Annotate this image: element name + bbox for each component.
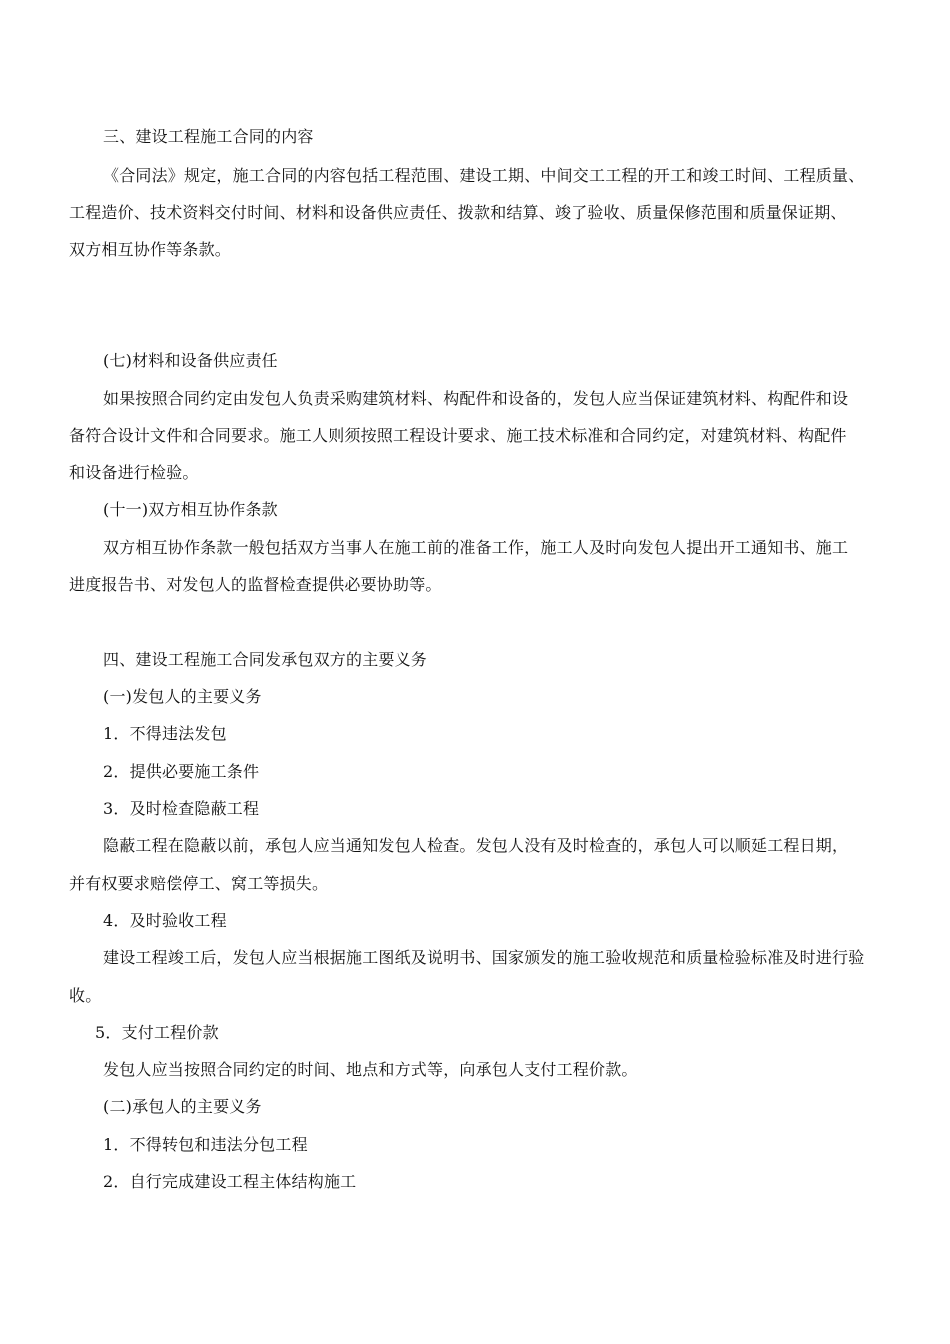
paragraph-line: 发包人应当按照合同约定的时间、地点和方式等，向承包人支付工程价款。	[103, 1060, 638, 1079]
paragraph-line: 进度报告书、对发包人的监督检查提供必要协助等。	[69, 575, 442, 594]
list-item: 4．及时验收工程	[103, 911, 227, 930]
paragraph-line: 并有权要求赔偿停工、窝工等损失。	[69, 874, 329, 893]
paragraph-line: 如果按照合同约定由发包人负责采购建筑材料、构配件和设备的，发包人应当保证建筑材料、构配件和设	[103, 389, 849, 408]
list-item: 2．自行完成建设工程主体结构施工	[103, 1172, 357, 1191]
paragraph-line: 双方相互协作条款一般包括双方当事人在施工前的准备工作，施工人及时向发包人提出开工通知书、施工	[103, 538, 849, 557]
list-item: 5．支付工程价款	[95, 1023, 219, 1042]
section-4-heading: 四、建设工程施工合同发承包双方的主要义务	[103, 650, 428, 669]
paragraph-line: 收。	[69, 986, 102, 1005]
list-item: 1．不得转包和违法分包工程	[103, 1135, 308, 1154]
list-item: 3．及时检查隐蔽工程	[103, 799, 260, 818]
paragraph-line: 隐蔽工程在隐蔽以前，承包人应当通知发包人检查。发包人没有及时检查的，承包人可以顺延工程日期，	[103, 836, 849, 855]
sub-2-heading: (二)承包人的主要义务	[103, 1097, 262, 1116]
section-3-heading: 三、建设工程施工合同的内容	[103, 127, 314, 146]
paragraph-line: 《合同法》规定，施工合同的内容包括工程范围、建设工期、中间交工工程的开工和竣工时间、工程质量、	[103, 166, 865, 185]
paragraph-line: 建设工程竣工后，发包人应当根据施工图纸及说明书、国家颁发的施工验收规范和质量检验标准及时进行验	[103, 948, 865, 967]
paragraph-line: 工程造价、技术资料交付时间、材料和设备供应责任、拨款和结算、竣了验收、质量保修范围和质量保证期、	[69, 203, 847, 222]
item-11-heading: (十一)双方相互协作条款	[103, 500, 278, 519]
sub-1-heading: (一)发包人的主要义务	[103, 687, 262, 706]
item-7-heading: (七)材料和设备供应责任	[103, 351, 278, 370]
paragraph-line: 双方相互协作等条款。	[69, 240, 232, 259]
paragraph-line: 和设备进行检验。	[69, 463, 199, 482]
list-item: 2．提供必要施工条件	[103, 762, 260, 781]
paragraph-line: 备符合设计文件和合同要求。施工人则须按照工程设计要求、施工技术标准和合同约定，对建筑材料、构配件	[69, 426, 847, 445]
list-item: 1．不得违法发包	[103, 724, 227, 743]
